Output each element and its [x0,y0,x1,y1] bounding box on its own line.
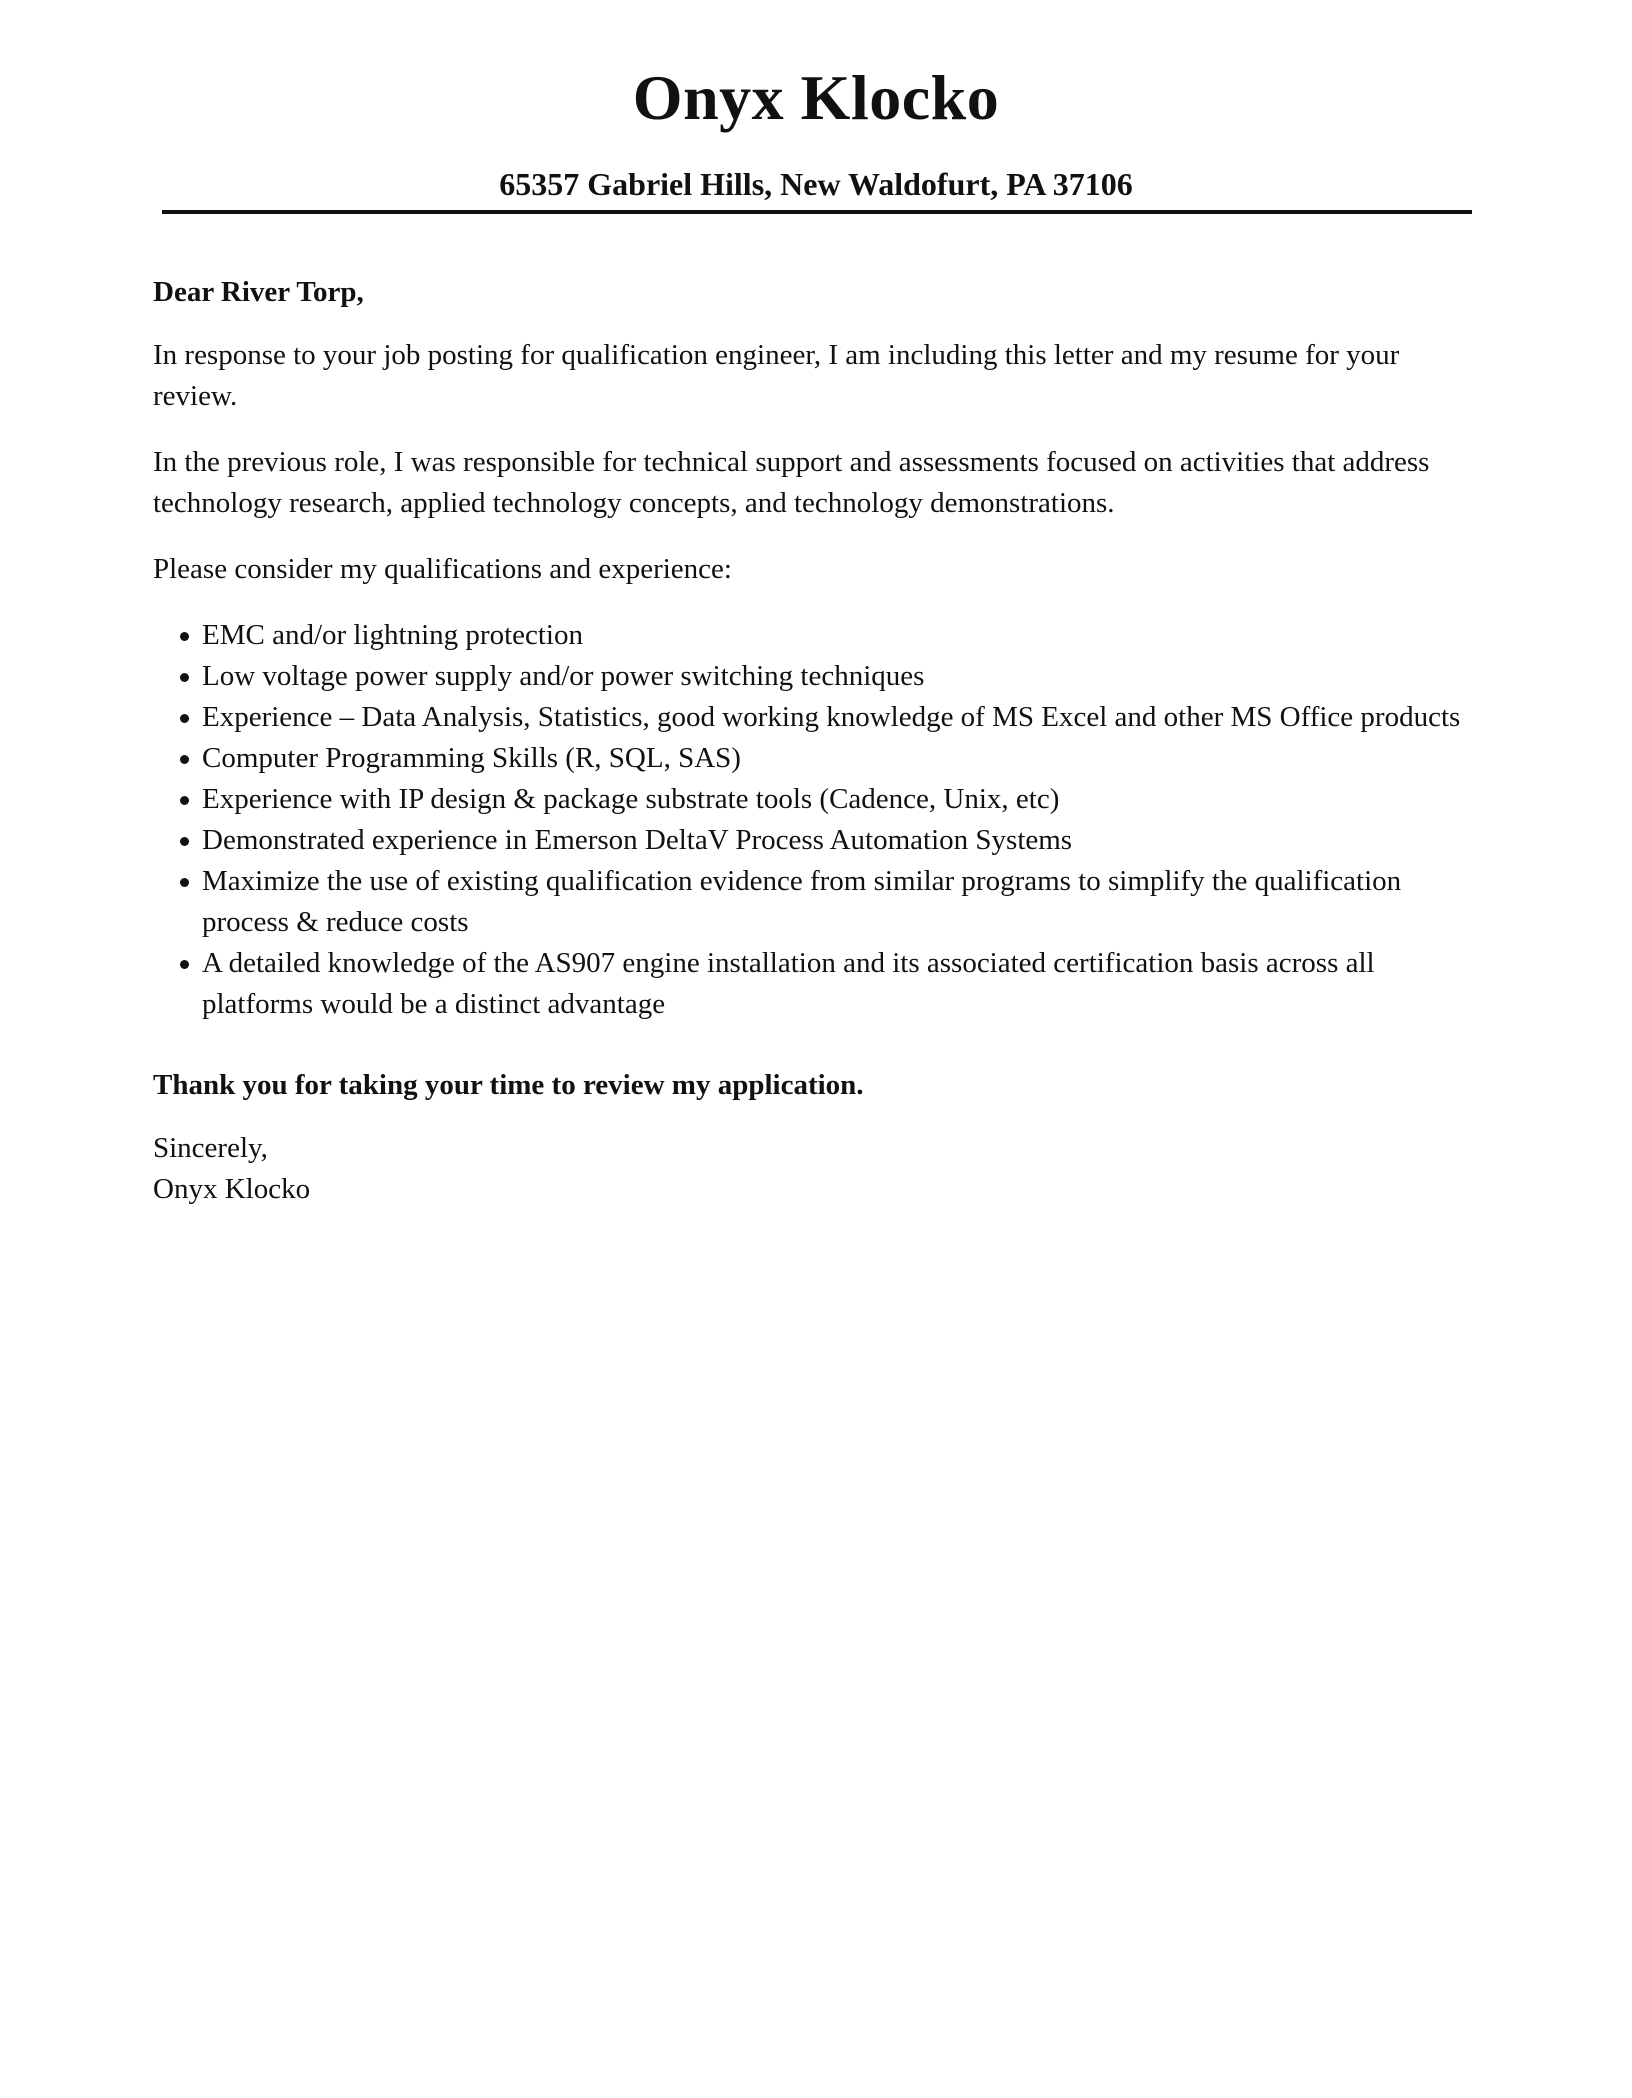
bullet-icon [180,755,189,764]
sender-address: 65357 Gabriel Hills, New Waldofurt, PA 37106 [499,166,1133,202]
list-item [153,697,1473,738]
closing-line: Thank you for taking your time to review my application. [153,1069,864,1101]
list-item [153,779,1473,820]
bullet-icon [180,714,189,723]
list-item-text: Low voltage power supply and/or power switching techniques [202,660,925,692]
list-item [153,615,1473,656]
list-item [153,943,1473,1025]
list-item-text: Experience with IP design & package substrate tools (Cadence, Unix, etc) [202,783,1060,815]
letter-body [153,272,1473,1210]
experience-paragraph: In the previous role, I was responsible for technical support and assessments focused on activities that address technology research, applied technology concepts, and technology demonstrations. [153,446,1430,519]
list-item-text: EMC and/or lightning protection [202,619,583,651]
intro-paragraph: In response to your job posting for qualification engineer, I am including this letter and my resume for your review. [153,339,1400,412]
list-item [153,861,1473,943]
list-item [153,820,1473,861]
bullet-icon [180,837,189,846]
salutation: Dear River Torp, [153,276,364,308]
list-item-text: Computer Programming Skills (R, SQL, SAS) [202,742,741,774]
qualifications-list [153,615,1473,1025]
list-item [153,656,1473,697]
bullet-icon [180,673,189,682]
signature-name: Onyx Klocko [153,1173,311,1205]
bullet-icon [180,960,189,969]
list-item-text: Experience – Data Analysis, Statistics, good working knowledge of MS Excel and other MS Office products [202,701,1461,733]
list-item-text: Maximize the use of existing qualification evidence from similar programs to simplify the qualification process & reduce costs [202,865,1402,938]
bullet-icon [180,632,189,641]
list-item-text: A detailed knowledge of the AS907 engine installation and its associated certification basis across all platforms would be a distinct advantage [202,947,1375,1020]
header-divider [162,210,1472,214]
bullet-icon [180,878,189,887]
valediction: Sincerely, [153,1132,268,1164]
bullet-icon [180,796,189,805]
list-item-text: Demonstrated experience in Emerson DeltaV Process Automation Systems [202,824,1073,856]
list-item [153,738,1473,779]
sender-name: Onyx Klocko [632,62,1000,133]
qualifications-intro: Please consider my qualifications and experience: [153,553,732,585]
